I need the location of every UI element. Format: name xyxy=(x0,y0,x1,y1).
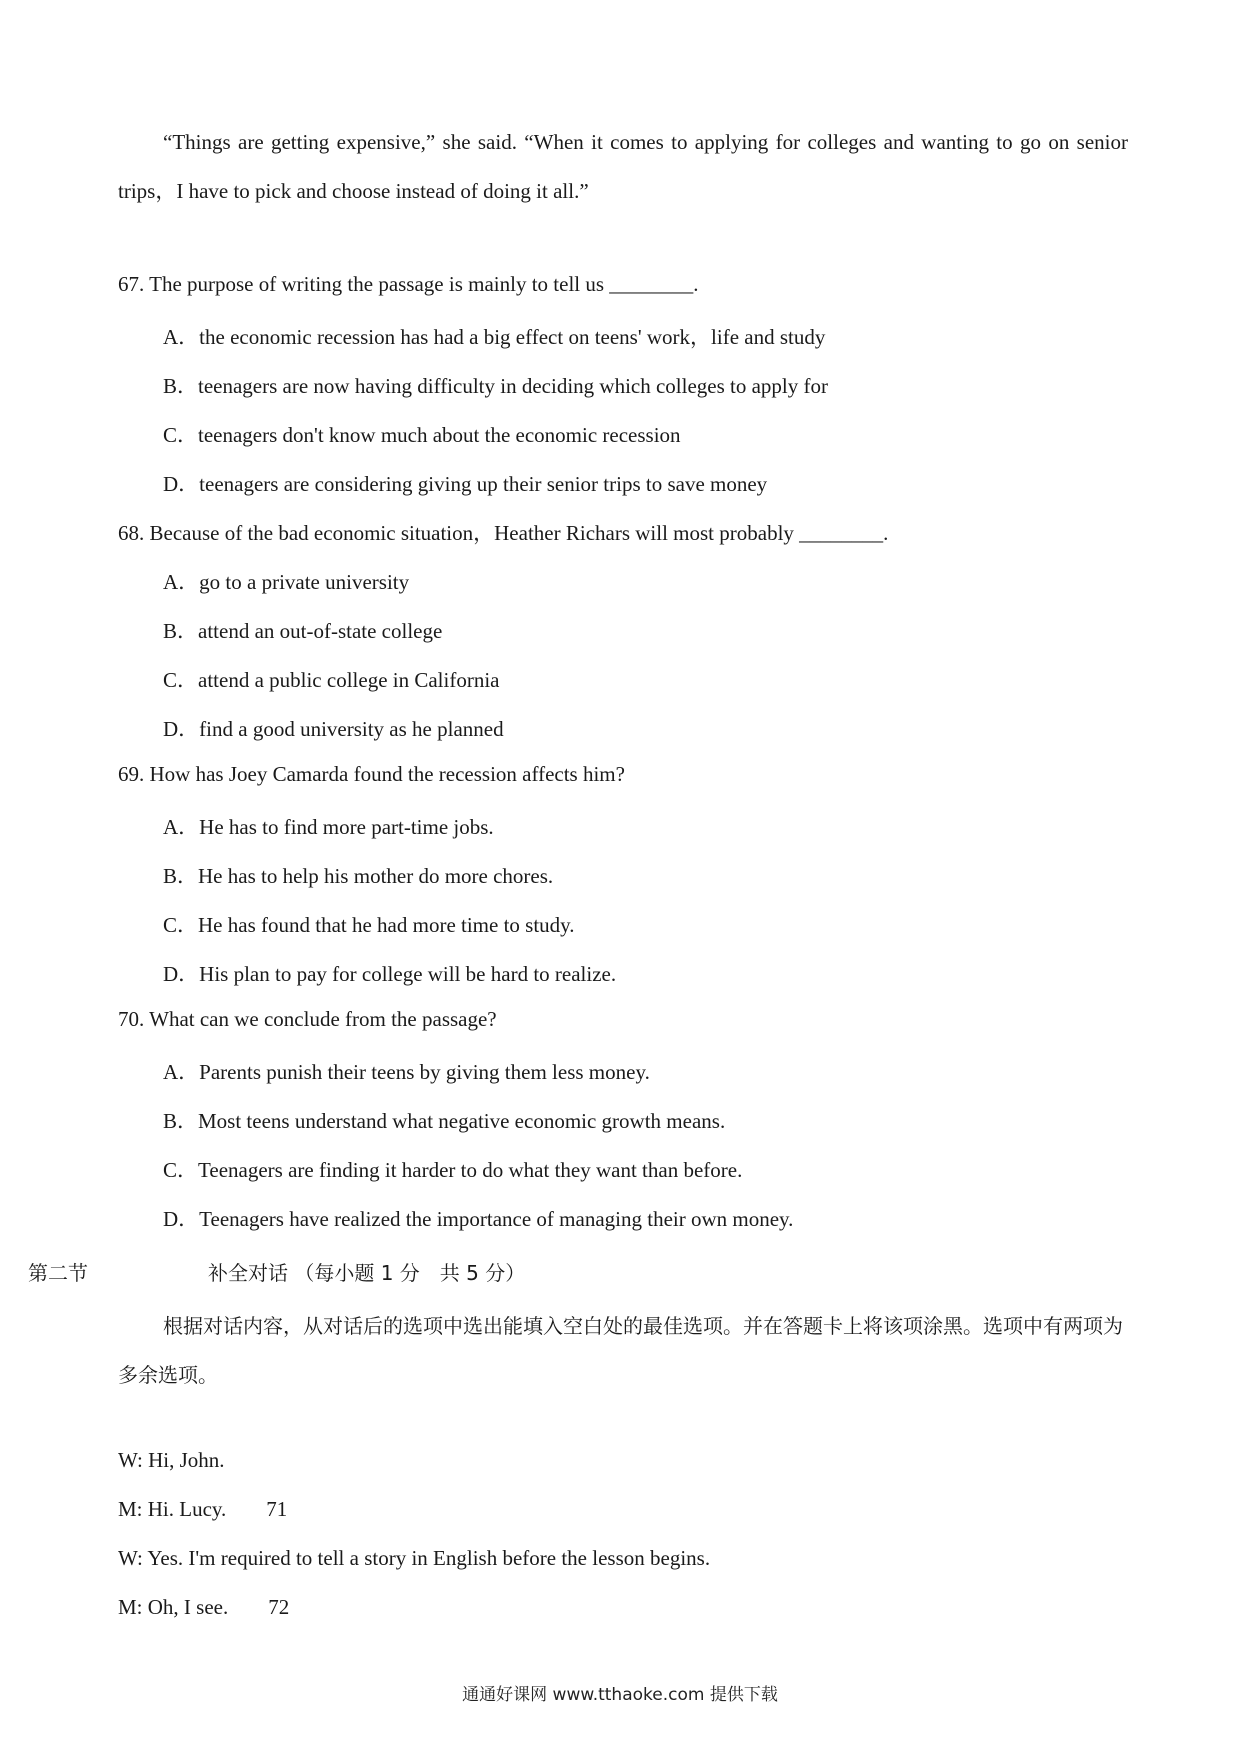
section-instruction: 根据对话内容，从对话后的选项中选出能填入空白处的最佳选项。并在答题卡上将该项涂黑。选项中有两项为多余选项。 xyxy=(118,1314,1123,1387)
question-68-option-d: D．find a good university as he planned xyxy=(163,717,504,741)
question-68-option-b: B．attend an out-of-state college xyxy=(163,619,443,643)
page-footer: 通通好课网 www.tthaoke.com 提供下载 xyxy=(462,1685,778,1705)
question-68-option-c: C．attend a public college in California xyxy=(163,668,500,692)
question-70-option-a: A．Parents punish their teens by giving them less money. xyxy=(163,1060,650,1084)
question-69-stem: 69. How has Joey Camarda found the recession affects him? xyxy=(118,762,625,786)
dialogue-text: M: Hi. Lucy. xyxy=(118,1497,227,1521)
question-70-stem: 70. What can we conclude from the passage? xyxy=(118,1007,497,1031)
passage-paragraph: “Things are getting expensive,” she said. “When it comes to applying for colleges and wanting to go on senior trips，I have to pick and choose instead of doing it all.” xyxy=(118,130,1128,203)
question-67-option-d: D．teenagers are considering giving up their senior trips to save money xyxy=(163,472,768,496)
dialogue-line xyxy=(118,1497,287,1522)
dialogue-text: M: Oh, I see. xyxy=(118,1595,229,1619)
question-69-option-a: A．He has to find more part-time jobs. xyxy=(163,815,494,839)
question-67-stem: 67. The purpose of writing the passage is mainly to tell us ________. xyxy=(118,272,699,296)
question-69-option-d: D．His plan to pay for college will be hard to realize. xyxy=(163,962,617,986)
blank-number: 71 xyxy=(266,1497,288,1521)
question-70-option-d: D．Teenagers have realized the importance of managing their own money. xyxy=(163,1207,794,1231)
question-69-option-c: C．He has found that he had more time to study. xyxy=(163,913,575,937)
dialogue-line xyxy=(118,1546,710,1571)
question-70-option-b: B．Most teens understand what negative economic growth means. xyxy=(163,1109,726,1133)
dialogue-line xyxy=(118,1595,289,1620)
question-67-option-b: B．teenagers are now having difficulty in deciding which colleges to apply for xyxy=(163,374,829,398)
dialogue-line xyxy=(118,1448,225,1473)
dialogue-text: W: Hi, John. xyxy=(118,1448,225,1472)
question-67-option-c: C．teenagers don't know much about the economic recession xyxy=(163,423,681,447)
question-69-option-b: B．He has to help his mother do more chores. xyxy=(163,864,554,888)
question-68-option-a: A．go to a private university xyxy=(163,570,410,594)
question-70-option-c: C．Teenagers are finding it harder to do what they want than before. xyxy=(163,1158,743,1182)
question-67-option-a: A．the economic recession has had a big effect on teens' work，life and study xyxy=(163,325,826,349)
question-68-stem: 68. Because of the bad economic situation，Heather Richars will most probably ________. xyxy=(118,521,889,545)
section-label: 第二节 xyxy=(28,1261,88,1285)
blank-number: 72 xyxy=(268,1595,290,1619)
section-heading: 补全对话 （每小题 1 分 共 5 分） xyxy=(208,1261,526,1285)
dialogue-text: W: Yes. I'm required to tell a story in English before the lesson begins. xyxy=(118,1546,711,1570)
